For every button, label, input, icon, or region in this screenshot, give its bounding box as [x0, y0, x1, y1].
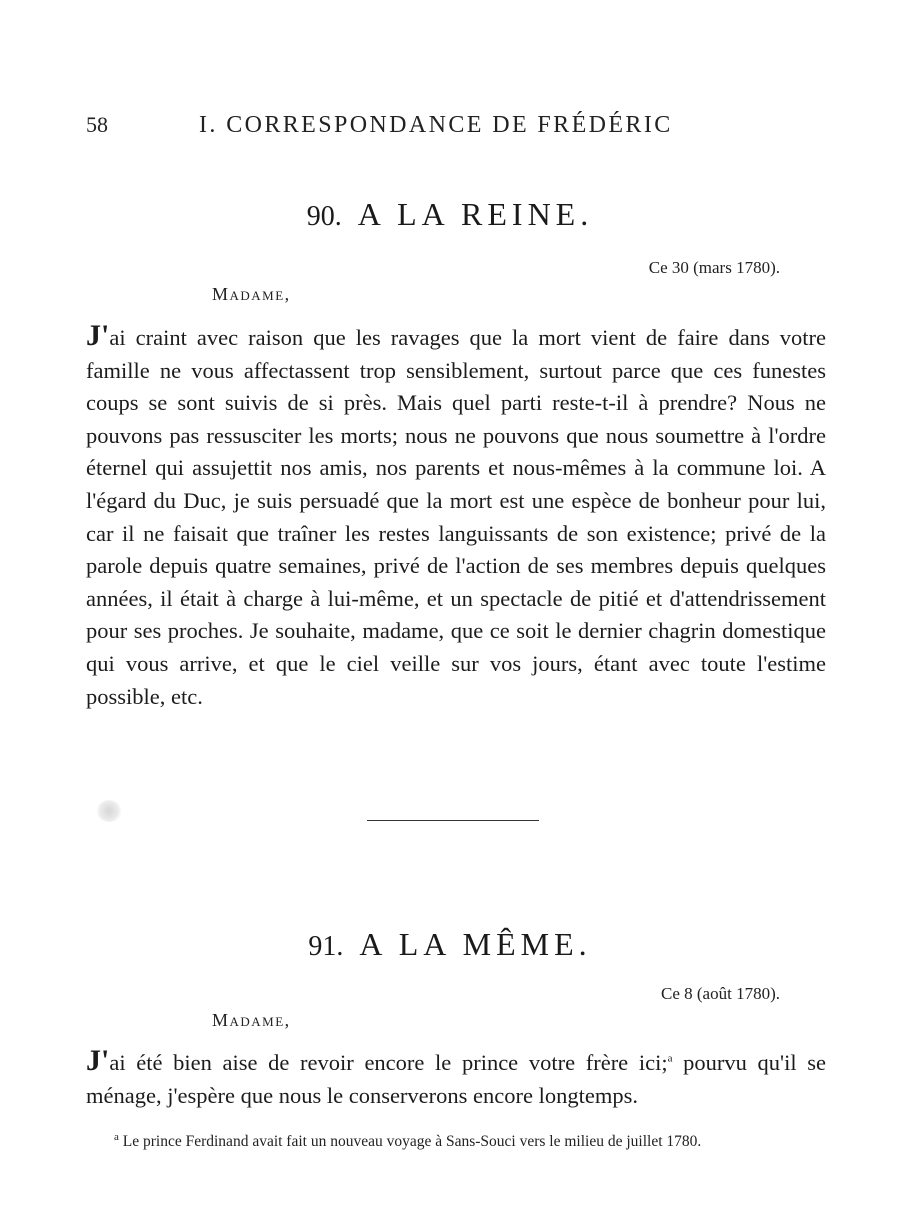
page-smudge [96, 800, 122, 822]
footnote-reference[interactable]: a [667, 1052, 673, 1065]
letter-body-part: pourvu qu'il se ménage, j'espère que nous le conserverons encore longtemps. [86, 1050, 826, 1108]
footnote [86, 1130, 826, 1154]
running-head [86, 112, 806, 142]
section-divider [367, 820, 539, 821]
letter-date: Ce 8 (août 1780). [661, 984, 780, 1003]
letter-salutation: Madame, [212, 1010, 291, 1030]
letter-number: 91. [308, 931, 344, 962]
letter-body-part: J'ai été bien aise de revoir encore le prince votre frère ici; [86, 1044, 668, 1077]
running-title: I. CORRESPONDANCE DE FRÉDÉRIC [199, 112, 673, 138]
letter-body: J'ai craint avec raison que les ravages que la mort vient de faire dans votre famille ne vous affectassent trop sensiblement, surtout parce que ces funestes coups se sont suivis de si près. Mais quel parti reste-t-il à prendre? Nous ne pouvons pas ressusciter les morts; nous ne pouvons que nous soumettre à l'ordre éternel qui assujettit nos amis, nos parents et nous-mêmes à la commune loi. A l'égard du Duc, je suis persuadé que la mort est une espèce de bonheur pour lui, car il ne faisait que traîner les restes languissants de son existence; privé de la parole depuis quatre semaines, privé de l'action de ses membres depuis quelques années, il était à charge à lui-même, et un spectacle de pitié et d'attendrissement pour ses proches. Je souhaite, madame, que ce soit le dernier chagrin domestique qui vous arrive, et que le ciel veille sur vos jours, étant avec toute l'estime possible, etc. [86, 319, 826, 709]
letter-addressee: A LA MÊME. [359, 926, 592, 962]
letter-salutation: Madame, [212, 284, 291, 304]
letter-91-heading [0, 926, 900, 963]
letter-addressee: A LA REINE. [357, 196, 594, 232]
letter-90-heading [0, 196, 900, 233]
footnote-text: Le prince Ferdinand avait fait un nouveau voyage à Sans-Souci vers le milieu de juillet 1780. [118, 1133, 702, 1150]
page-number: 58 [86, 112, 108, 137]
footnote-mark: a [114, 1130, 119, 1143]
letter-body [86, 1045, 826, 1112]
letter-number: 90. [306, 201, 342, 232]
letter-date: Ce 30 (mars 1780). [648, 258, 780, 277]
